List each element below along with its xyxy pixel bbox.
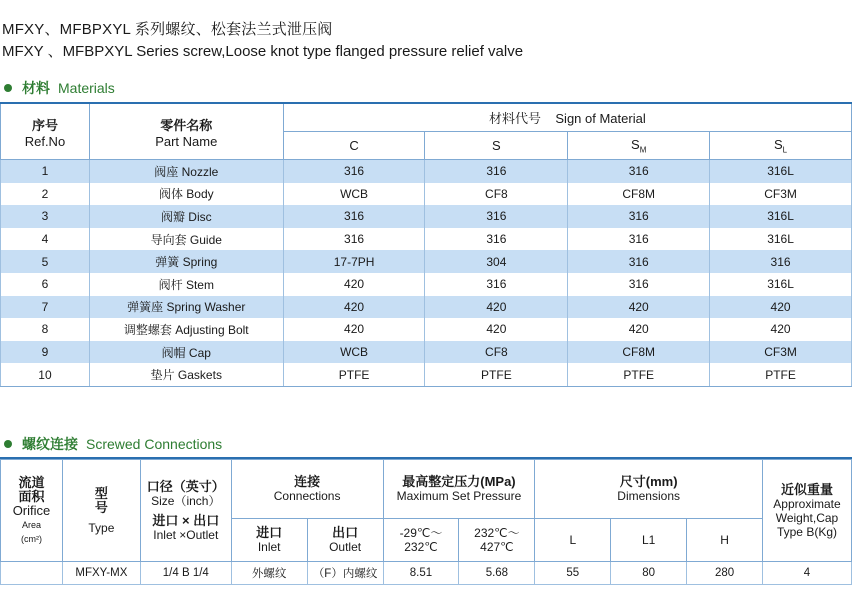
cell-part: 调整螺套 Adjusting Bolt xyxy=(89,318,283,341)
cell-sm: CF8M xyxy=(568,341,710,364)
page-title-cn: MFXY、MFBPXYL 系列螺纹、松套法兰式泄压阀 xyxy=(2,21,333,38)
cell-sl: CF3M xyxy=(710,183,852,206)
cell-s: 420 xyxy=(425,318,568,341)
cell-part: 阀座 Nozzle xyxy=(89,160,283,183)
cell-s: 316 xyxy=(425,228,568,251)
cell-s: 304 xyxy=(425,250,568,273)
cell-sl: 420 xyxy=(710,296,852,319)
h-header: H xyxy=(687,519,763,562)
cell-no: 3 xyxy=(1,205,90,228)
cell-c: 420 xyxy=(283,296,425,319)
cell-part: 垫片 Gaskets xyxy=(89,363,283,386)
table-row xyxy=(1,296,852,319)
table-row xyxy=(1,183,852,206)
temp-range-2-header: 232℃～ 427℃ xyxy=(459,519,535,562)
cell-sl: PTFE xyxy=(710,363,852,386)
materials-table xyxy=(0,104,852,387)
cell-c: 17-7PH xyxy=(283,250,425,273)
cell-sm: 316 xyxy=(568,250,710,273)
table-row xyxy=(1,363,852,386)
cell-sl: 316L xyxy=(710,273,852,296)
l1-header: L1 xyxy=(611,519,687,562)
l-header: L xyxy=(535,519,611,562)
type-header: 型 号 Type xyxy=(62,460,140,562)
materials-heading-en: Materials xyxy=(58,80,115,96)
sign-of-material-header: 材料代号 Sign of Material xyxy=(283,104,851,132)
cell-no: 8 xyxy=(1,318,90,341)
cell-part: 阀体 Body xyxy=(89,183,283,206)
l1-cell: 80 xyxy=(611,562,687,585)
l-cell: 55 xyxy=(535,562,611,585)
cell-no: 4 xyxy=(1,228,90,251)
cell-sm: 420 xyxy=(568,296,710,319)
pressure-2-cell: 5.68 xyxy=(459,562,535,585)
cell-no: 9 xyxy=(1,341,90,364)
ref-no-header: 序号 Ref.No xyxy=(1,104,90,160)
cell-sl: 316 xyxy=(710,250,852,273)
materials-heading xyxy=(4,78,115,98)
inlet-header: 进口 Inlet xyxy=(231,519,307,562)
cell-s: PTFE xyxy=(425,363,568,386)
temp-range-1-header: -29℃～ 232℃ xyxy=(383,519,459,562)
cell-sl: 316L xyxy=(710,205,852,228)
part-name-header: 零件名称 Part Name xyxy=(89,104,283,160)
screwed-heading-en: Screwed Connections xyxy=(86,436,223,452)
h-cell: 280 xyxy=(687,562,763,585)
pressure-1-cell: 8.51 xyxy=(383,562,459,585)
cell-sm: 316 xyxy=(568,228,710,251)
cell-sm: 316 xyxy=(568,273,710,296)
size-cell: 1/4 B 1/4 xyxy=(140,562,231,585)
bullet-icon xyxy=(4,84,12,92)
cell-part: 阀杆 Stem xyxy=(89,273,283,296)
cell-sm: 316 xyxy=(568,160,710,183)
cell-s: 316 xyxy=(425,160,568,183)
cell-sm: PTFE xyxy=(568,363,710,386)
max-set-pressure-header: 最高整定压力(MPa) Maximum Set Pressure xyxy=(383,460,535,519)
inlet-cell: 外螺纹 xyxy=(231,562,307,585)
screwed-heading-cn: 螺纹连接 xyxy=(22,436,78,452)
cell-sl: 316L xyxy=(710,228,852,251)
bullet-icon xyxy=(4,440,12,448)
cell-c: 316 xyxy=(283,228,425,251)
connections-header: 连接 Connections xyxy=(231,460,383,519)
cell-sl: 316L xyxy=(710,160,852,183)
weight-header: 近似重量 Approximate Weight,Cap Type B(Kg) xyxy=(762,460,851,562)
cell-sl: CF3M xyxy=(710,341,852,364)
table-row xyxy=(1,341,852,364)
cell-sm: 316 xyxy=(568,205,710,228)
screwed-heading xyxy=(4,434,222,454)
col-c-header: C xyxy=(283,132,425,160)
col-s-header: S xyxy=(425,132,568,160)
cell-no: 1 xyxy=(1,160,90,183)
cell-no: 10 xyxy=(1,363,90,386)
table-row xyxy=(1,318,852,341)
cell-c: 420 xyxy=(283,318,425,341)
cell-sl: 420 xyxy=(710,318,852,341)
col-sl-header: $S_L$ xyxy=(710,132,852,160)
table-row xyxy=(1,205,852,228)
cell-s: CF8 xyxy=(425,183,568,206)
table-row xyxy=(1,228,852,251)
weight-cell: 4 xyxy=(762,562,851,585)
col-sm-header: $S_M$ xyxy=(568,132,710,160)
cell-c: 420 xyxy=(283,273,425,296)
cell-c: 316 xyxy=(283,160,425,183)
cell-part: 阀帽 Cap xyxy=(89,341,283,364)
orifice-header: 流道 面积 Orifice Area (cm²) xyxy=(1,460,63,562)
cell-part: 弹簧座 Spring Washer xyxy=(89,296,283,319)
dimensions-header: 尺寸(mm) Dimensions xyxy=(535,460,763,519)
cell-s: 316 xyxy=(425,273,568,296)
screwed-table xyxy=(0,459,852,585)
cell-c: PTFE xyxy=(283,363,425,386)
cell-part: 阀瓣 Disc xyxy=(89,205,283,228)
cell-c: WCB xyxy=(283,341,425,364)
cell-c: 316 xyxy=(283,205,425,228)
cell-no: 7 xyxy=(1,296,90,319)
outlet-header: 出口 Outlet xyxy=(307,519,383,562)
cell-no: 6 xyxy=(1,273,90,296)
cell-sm: CF8M xyxy=(568,183,710,206)
size-header: 口径（英寸） Size（inch） 进口 × 出口 Inlet ×Outlet xyxy=(140,460,231,562)
cell-no: 2 xyxy=(1,183,90,206)
page-title-en: MFXY 、MFBPXYL Series screw,Loose knot type flanged pressure relief valve xyxy=(2,43,524,60)
table-row xyxy=(1,273,852,296)
table-row xyxy=(1,562,852,585)
cell-sm: 420 xyxy=(568,318,710,341)
table-row xyxy=(1,160,852,183)
cell-s: CF8 xyxy=(425,341,568,364)
cell-part: 导向套 Guide xyxy=(89,228,283,251)
cell-c: WCB xyxy=(283,183,425,206)
cell-no: 5 xyxy=(1,250,90,273)
orifice-cell xyxy=(1,562,63,585)
cell-part: 弹簧 Spring xyxy=(89,250,283,273)
cell-s: 420 xyxy=(425,296,568,319)
materials-heading-cn: 材料 xyxy=(22,80,50,96)
cell-s: 316 xyxy=(425,205,568,228)
outlet-cell: （F）内螺纹 xyxy=(307,562,383,585)
type-cell: MFXY-MX xyxy=(62,562,140,585)
table-row xyxy=(1,250,852,273)
